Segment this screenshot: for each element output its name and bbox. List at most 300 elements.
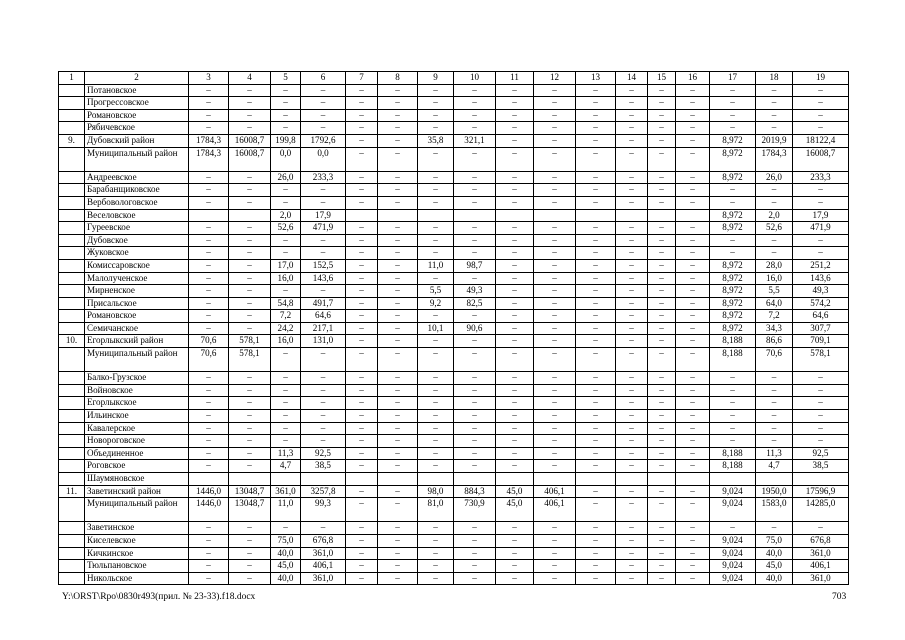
- table-row: [59, 547, 849, 560]
- row-number-cell: [59, 184, 85, 197]
- value-cell: 1784,3: [189, 134, 229, 147]
- value-cell: –: [616, 171, 648, 184]
- value-cell: –: [534, 171, 576, 184]
- value-cell: 2,0: [756, 209, 793, 222]
- value-cell: –: [454, 447, 496, 460]
- value-cell: –: [576, 222, 616, 235]
- value-cell: –: [534, 534, 576, 547]
- column-header: 19: [793, 72, 849, 85]
- value-cell: –: [229, 285, 271, 298]
- value-cell: –: [378, 322, 418, 335]
- row-number-cell: [59, 435, 85, 448]
- value-cell: –: [616, 397, 648, 410]
- municipality-name-cell: Роговское: [85, 460, 189, 473]
- value-cell: –: [378, 348, 418, 372]
- value-cell: –: [710, 184, 756, 197]
- value-cell: 82,5: [454, 297, 496, 310]
- value-cell: –: [271, 410, 301, 423]
- value-cell: 10,1: [418, 322, 454, 335]
- value-cell: –: [271, 348, 301, 372]
- value-cell: [793, 473, 849, 486]
- value-cell: –: [229, 97, 271, 110]
- value-cell: –: [378, 259, 418, 272]
- value-cell: –: [534, 184, 576, 197]
- value-cell: –: [301, 122, 346, 135]
- municipality-name-cell: Гуреевское: [85, 222, 189, 235]
- value-cell: –: [378, 97, 418, 110]
- value-cell: 28,0: [756, 259, 793, 272]
- value-cell: 730,9: [454, 498, 496, 522]
- value-cell: –: [534, 397, 576, 410]
- value-cell: –: [189, 460, 229, 473]
- value-cell: –: [271, 372, 301, 385]
- municipality-name-cell: Егорлыкский район: [85, 335, 189, 348]
- table-row: [59, 460, 849, 473]
- value-cell: –: [454, 547, 496, 560]
- value-cell: 5,5: [756, 285, 793, 298]
- value-cell: –: [454, 372, 496, 385]
- value-cell: –: [496, 522, 534, 535]
- column-header: 4: [229, 72, 271, 85]
- value-cell: –: [496, 259, 534, 272]
- value-cell: –: [418, 422, 454, 435]
- value-cell: 1583,0: [756, 498, 793, 522]
- value-cell: –: [346, 222, 378, 235]
- value-cell: 9,024: [710, 572, 756, 585]
- value-cell: [378, 209, 418, 222]
- municipality-name-cell: Заветинское: [85, 522, 189, 535]
- value-cell: –: [534, 447, 576, 460]
- value-cell: 8,188: [710, 335, 756, 348]
- value-cell: 5,5: [418, 285, 454, 298]
- value-cell: –: [648, 272, 676, 285]
- value-cell: –: [496, 109, 534, 122]
- value-cell: –: [616, 97, 648, 110]
- value-cell: –: [616, 522, 648, 535]
- value-cell: –: [648, 297, 676, 310]
- value-cell: –: [346, 247, 378, 260]
- value-cell: –: [648, 522, 676, 535]
- value-cell: –: [418, 310, 454, 323]
- value-cell: 8,972: [710, 134, 756, 147]
- footer-file-path: Y:\ORST\Rpo\0830r493(прил. № 23-33).f18.docx: [62, 592, 256, 602]
- value-cell: –: [346, 196, 378, 209]
- value-cell: –: [576, 259, 616, 272]
- value-cell: –: [616, 498, 648, 522]
- value-cell: 52,6: [271, 222, 301, 235]
- value-cell: –: [378, 384, 418, 397]
- value-cell: –: [189, 447, 229, 460]
- value-cell: –: [676, 247, 710, 260]
- value-cell: –: [189, 297, 229, 310]
- value-cell: –: [454, 522, 496, 535]
- value-cell: –: [271, 397, 301, 410]
- value-cell: 361,0: [793, 547, 849, 560]
- value-cell: 8,972: [710, 322, 756, 335]
- value-cell: –: [189, 422, 229, 435]
- row-number-cell: [59, 84, 85, 97]
- municipality-name-cell: Малолученское: [85, 272, 189, 285]
- value-cell: 11,0: [271, 498, 301, 522]
- value-cell: –: [189, 322, 229, 335]
- value-cell: –: [301, 372, 346, 385]
- value-cell: [616, 209, 648, 222]
- value-cell: –: [496, 84, 534, 97]
- value-cell: –: [378, 310, 418, 323]
- value-cell: –: [534, 122, 576, 135]
- column-header: 15: [648, 72, 676, 85]
- value-cell: –: [378, 247, 418, 260]
- table-row: [59, 498, 849, 522]
- value-cell: –: [534, 247, 576, 260]
- value-cell: –: [271, 122, 301, 135]
- value-cell: –: [616, 422, 648, 435]
- municipality-name-cell: Войновское: [85, 384, 189, 397]
- value-cell: –: [346, 384, 378, 397]
- value-cell: 64,6: [793, 310, 849, 323]
- value-cell: –: [648, 560, 676, 573]
- value-cell: –: [793, 397, 849, 410]
- value-cell: 49,3: [793, 285, 849, 298]
- value-cell: –: [616, 196, 648, 209]
- value-cell: –: [418, 534, 454, 547]
- value-cell: –: [534, 547, 576, 560]
- row-number-cell: [59, 560, 85, 573]
- value-cell: –: [576, 234, 616, 247]
- value-cell: –: [229, 372, 271, 385]
- value-cell: 92,5: [301, 447, 346, 460]
- value-cell: –: [576, 196, 616, 209]
- value-cell: –: [454, 247, 496, 260]
- value-cell: 86,6: [756, 335, 793, 348]
- value-cell: –: [576, 498, 616, 522]
- table-row: [59, 209, 849, 222]
- table-row: [59, 297, 849, 310]
- value-cell: –: [418, 109, 454, 122]
- value-cell: –: [616, 560, 648, 573]
- value-cell: –: [496, 97, 534, 110]
- value-cell: 17596,9: [793, 485, 849, 498]
- value-cell: –: [676, 184, 710, 197]
- value-cell: –: [346, 447, 378, 460]
- value-cell: –: [496, 335, 534, 348]
- value-cell: –: [496, 272, 534, 285]
- value-cell: 1784,3: [189, 147, 229, 171]
- row-number-cell: [59, 310, 85, 323]
- value-cell: –: [229, 447, 271, 460]
- value-cell: –: [756, 372, 793, 385]
- value-cell: 8,188: [710, 348, 756, 372]
- value-cell: –: [496, 234, 534, 247]
- value-cell: –: [454, 196, 496, 209]
- value-cell: –: [576, 184, 616, 197]
- value-cell: –: [418, 397, 454, 410]
- value-cell: [756, 473, 793, 486]
- value-cell: –: [378, 109, 418, 122]
- value-cell: –: [648, 534, 676, 547]
- value-cell: –: [648, 397, 676, 410]
- value-cell: [229, 209, 271, 222]
- value-cell: 406,1: [534, 485, 576, 498]
- municipality-name-cell: Потановское: [85, 84, 189, 97]
- value-cell: 9,2: [418, 297, 454, 310]
- value-cell: –: [616, 335, 648, 348]
- value-cell: –: [418, 196, 454, 209]
- value-cell: –: [418, 410, 454, 423]
- table-row: [59, 372, 849, 385]
- value-cell: –: [534, 84, 576, 97]
- value-cell: –: [676, 310, 710, 323]
- value-cell: –: [229, 560, 271, 573]
- value-cell: 45,0: [496, 485, 534, 498]
- value-cell: –: [271, 422, 301, 435]
- value-cell: 26,0: [271, 171, 301, 184]
- value-cell: –: [496, 285, 534, 298]
- value-cell: –: [189, 534, 229, 547]
- value-cell: 676,8: [793, 534, 849, 547]
- value-cell: –: [301, 384, 346, 397]
- value-cell: –: [418, 272, 454, 285]
- value-cell: 16,0: [271, 272, 301, 285]
- value-cell: –: [454, 435, 496, 448]
- value-cell: –: [301, 285, 346, 298]
- value-cell: –: [534, 410, 576, 423]
- value-cell: 99,3: [301, 498, 346, 522]
- table-row: [59, 147, 849, 171]
- row-number-cell: [59, 209, 85, 222]
- value-cell: –: [378, 272, 418, 285]
- value-cell: –: [616, 372, 648, 385]
- value-cell: –: [648, 234, 676, 247]
- municipality-name-cell: Жуковское: [85, 247, 189, 260]
- value-cell: –: [301, 247, 346, 260]
- value-cell: –: [793, 122, 849, 135]
- value-cell: –: [793, 184, 849, 197]
- value-cell: –: [229, 460, 271, 473]
- municipality-name-cell: Кавалерское: [85, 422, 189, 435]
- value-cell: –: [534, 259, 576, 272]
- value-cell: –: [756, 522, 793, 535]
- value-cell: 152,5: [301, 259, 346, 272]
- value-cell: –: [189, 184, 229, 197]
- column-header: 14: [616, 72, 648, 85]
- value-cell: 40,0: [271, 572, 301, 585]
- value-cell: –: [189, 122, 229, 135]
- table-header-row: [59, 72, 849, 85]
- value-cell: –: [271, 109, 301, 122]
- value-cell: 45,0: [756, 560, 793, 573]
- value-cell: [301, 473, 346, 486]
- value-cell: –: [496, 310, 534, 323]
- table-row: [59, 196, 849, 209]
- value-cell: –: [496, 547, 534, 560]
- value-cell: –: [616, 259, 648, 272]
- value-cell: –: [378, 522, 418, 535]
- value-cell: 35,8: [418, 134, 454, 147]
- value-cell: –: [676, 84, 710, 97]
- value-cell: 13048,7: [229, 498, 271, 522]
- value-cell: –: [616, 184, 648, 197]
- value-cell: –: [676, 97, 710, 110]
- value-cell: 98,7: [454, 259, 496, 272]
- value-cell: –: [301, 184, 346, 197]
- table-row: [59, 285, 849, 298]
- value-cell: –: [496, 134, 534, 147]
- value-cell: –: [676, 122, 710, 135]
- value-cell: 217,1: [301, 322, 346, 335]
- value-cell: –: [346, 372, 378, 385]
- value-cell: –: [793, 97, 849, 110]
- value-cell: –: [229, 435, 271, 448]
- value-cell: –: [616, 310, 648, 323]
- value-cell: –: [616, 447, 648, 460]
- value-cell: –: [756, 109, 793, 122]
- value-cell: –: [534, 384, 576, 397]
- value-cell: –: [271, 247, 301, 260]
- value-cell: 9,024: [710, 485, 756, 498]
- value-cell: –: [648, 485, 676, 498]
- value-cell: –: [454, 84, 496, 97]
- value-cell: –: [189, 109, 229, 122]
- value-cell: –: [534, 435, 576, 448]
- table-row: [59, 259, 849, 272]
- value-cell: –: [189, 547, 229, 560]
- value-cell: –: [676, 322, 710, 335]
- value-cell: [534, 473, 576, 486]
- value-cell: –: [676, 348, 710, 372]
- value-cell: [676, 209, 710, 222]
- row-number-cell: [59, 447, 85, 460]
- value-cell: –: [454, 348, 496, 372]
- value-cell: 8,972: [710, 259, 756, 272]
- column-header: 2: [85, 72, 189, 85]
- value-cell: –: [301, 84, 346, 97]
- value-cell: –: [576, 297, 616, 310]
- value-cell: 45,0: [271, 560, 301, 573]
- value-cell: –: [496, 397, 534, 410]
- value-cell: 8,972: [710, 285, 756, 298]
- table-row: [59, 384, 849, 397]
- value-cell: 70,6: [189, 335, 229, 348]
- value-cell: –: [676, 134, 710, 147]
- municipality-name-cell: Мирненское: [85, 285, 189, 298]
- value-cell: 131,0: [301, 335, 346, 348]
- value-cell: –: [756, 196, 793, 209]
- value-cell: –: [710, 435, 756, 448]
- value-cell: –: [676, 234, 710, 247]
- value-cell: –: [346, 147, 378, 171]
- value-cell: –: [676, 422, 710, 435]
- value-cell: 4,7: [271, 460, 301, 473]
- value-cell: –: [576, 522, 616, 535]
- value-cell: –: [378, 422, 418, 435]
- value-cell: –: [378, 171, 418, 184]
- value-cell: –: [271, 196, 301, 209]
- value-cell: 2019,9: [756, 134, 793, 147]
- value-cell: –: [346, 259, 378, 272]
- value-cell: –: [346, 547, 378, 560]
- value-cell: 406,1: [793, 560, 849, 573]
- value-cell: 16008,7: [793, 147, 849, 171]
- value-cell: –: [648, 259, 676, 272]
- value-cell: 8,972: [710, 147, 756, 171]
- value-cell: –: [454, 384, 496, 397]
- value-cell: –: [534, 322, 576, 335]
- row-number-cell: 10.: [59, 335, 85, 348]
- value-cell: –: [189, 522, 229, 535]
- value-cell: 18122,4: [793, 134, 849, 147]
- value-cell: –: [576, 435, 616, 448]
- value-cell: –: [229, 259, 271, 272]
- value-cell: –: [616, 534, 648, 547]
- value-cell: –: [648, 547, 676, 560]
- row-number-cell: [59, 572, 85, 585]
- value-cell: –: [229, 522, 271, 535]
- value-cell: –: [271, 435, 301, 448]
- value-cell: –: [534, 372, 576, 385]
- table-row: [59, 348, 849, 372]
- municipality-name-cell: Андреевское: [85, 171, 189, 184]
- table-row: [59, 335, 849, 348]
- table-row: [59, 485, 849, 498]
- value-cell: –: [648, 285, 676, 298]
- value-cell: –: [616, 572, 648, 585]
- value-cell: –: [229, 109, 271, 122]
- value-cell: –: [648, 122, 676, 135]
- table-row: [59, 184, 849, 197]
- table-row: [59, 422, 849, 435]
- value-cell: 251,2: [793, 259, 849, 272]
- value-cell: –: [229, 534, 271, 547]
- table-row: [59, 310, 849, 323]
- value-cell: –: [189, 397, 229, 410]
- value-cell: –: [189, 171, 229, 184]
- municipality-name-cell: Романовское: [85, 310, 189, 323]
- value-cell: –: [229, 310, 271, 323]
- value-cell: 361,0: [793, 572, 849, 585]
- value-cell: –: [301, 422, 346, 435]
- table-body: [59, 84, 849, 585]
- row-number-cell: [59, 322, 85, 335]
- value-cell: –: [710, 422, 756, 435]
- value-cell: –: [710, 97, 756, 110]
- value-cell: 8,972: [710, 310, 756, 323]
- value-cell: –: [534, 109, 576, 122]
- value-cell: 8,972: [710, 272, 756, 285]
- value-cell: –: [756, 435, 793, 448]
- value-cell: –: [229, 184, 271, 197]
- column-header: 9: [418, 72, 454, 85]
- column-header: 7: [346, 72, 378, 85]
- column-header: 12: [534, 72, 576, 85]
- row-number-cell: [59, 547, 85, 560]
- value-cell: –: [576, 560, 616, 573]
- value-cell: [676, 473, 710, 486]
- value-cell: –: [346, 348, 378, 372]
- value-cell: –: [346, 109, 378, 122]
- row-number-cell: [59, 285, 85, 298]
- value-cell: –: [271, 285, 301, 298]
- value-cell: –: [189, 310, 229, 323]
- value-cell: –: [676, 435, 710, 448]
- row-number-cell: [59, 534, 85, 547]
- value-cell: 52,6: [756, 222, 793, 235]
- value-cell: –: [756, 384, 793, 397]
- value-cell: –: [648, 572, 676, 585]
- value-cell: 8,972: [710, 297, 756, 310]
- value-cell: –: [496, 297, 534, 310]
- value-cell: –: [418, 372, 454, 385]
